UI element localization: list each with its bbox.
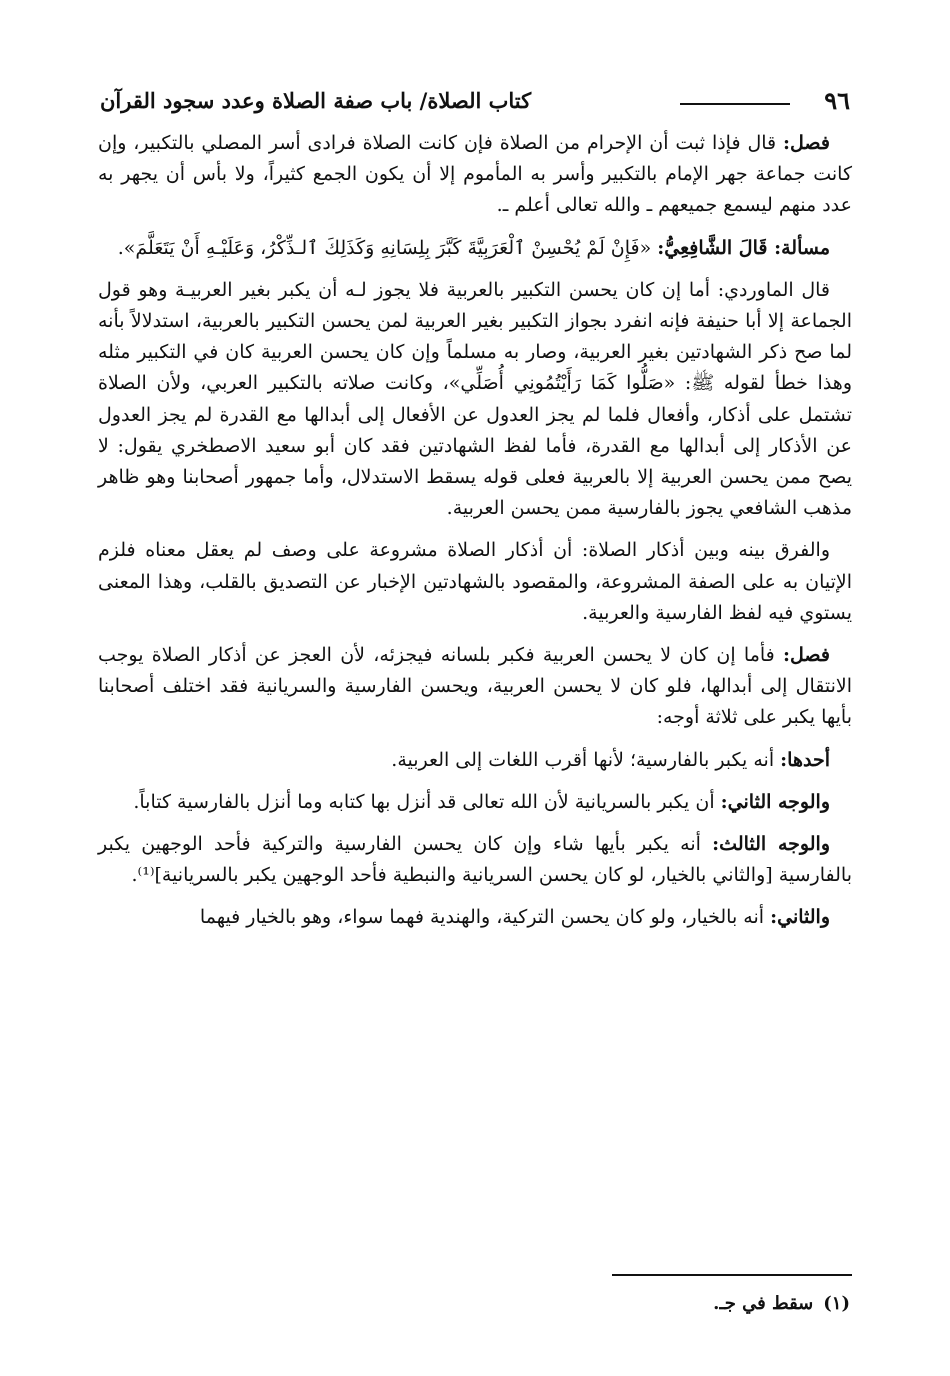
paragraph-text: أنه يكبر بالفارسية؛ لأنها أقرب اللغات إلى العربية. [391,748,781,771]
footnote-rule [612,1274,852,1276]
paragraph-term: مسألة: قَالَ الشَّافِعِيُّ: [657,236,830,259]
paragraph-text: قال الماوردي: أما إن كان يحسن التكبير بالعربية فلا يجوز لـه أن يكبر بغير العربيـة وهو قول الجماعة إلا أبا حنيفة فإنه انفرد بجواز التكبير بغير العربية لمن يحسن التكبير بالعربية، استدلالاً بأنه لما صح ذكر الشهادتين بغير العربية، وصار به مسلماً وإن كان يحسن العربية كان في التكبير مثله وهذا خطأ لقوله ﷺ: «صَلُّوا كَمَا رَأَيْتُمُونِي أُصَلِّي»، وكانت صلاته بالتكبير العربي، ولأن الصلاة تشتمل على أذكار، وأفعال فلما لم يجز العدول عن الأفعال إلى أبدالها مع القدرة لم يجز العدول عن الأذكار إلى أبدالها مع القدرة، فأما لفظ الشهادتين فقد كان أبو سعيد الاصطخري يقول: لا يصح ممن يحسن العربية إلا بالعربية فعلى قوله يسقط الاستدلال، وأما جمهور أصحابنا وهو ظاهر مذهب الشافعي يجوز بالفارسية ممن يحسن العربية. [98,278,852,520]
page-number: ٩٦ [824,86,850,115]
running-title: كتاب الصلاة/ باب صفة الصلاة وعدد سجود القرآن [100,88,532,113]
paragraph-first-view [98,745,852,776]
paragraph-term: فصل: [783,132,830,154]
footnote-number: (١) [823,1293,850,1314]
paragraph-text: «فَإِنْ لَمْ يُحْسِنْ ٱلْعَرَبِيَّةَ كَبَّرَ بِلِسَانِهِ وَكَذَلِكَ ٱلـذِّكْرُ، وَعَلَيْـهِ أَنْ يَتَعَلَّمَ». [117,236,658,259]
paragraph-text: والفرق بينه وبين أذكار الصلاة: أن أذكار الصلاة مشروعة على وصف لم يعقل معناه فلزم الإتيان به على الصفة المشروعة، والمقصود بالشهادتين الإخبار عن التصديق بالقلب، وهذا المعنى يستوي فيه لفظ الفارسية والعربية. [98,539,852,624]
paragraph-fasl-2 [98,640,852,734]
paragraph-masala [98,233,852,264]
footnote [100,1290,850,1318]
paragraph-term: والوجه الثاني: [720,790,830,813]
paragraph-fasl-1 [98,128,852,222]
paragraph-term: والوجه الثالث: [712,833,830,856]
paragraph-text: أنه يكبر بأيها شاء وإن كان يحسن الفارسية والتركية فأحد الوجهين يكبر بالفارسية [والثاني بالخيار، لو كان يحسن السريانية والنبطية فأحد الوجهين يكبر بالسريانية]⁽¹⁾. [98,833,852,887]
paragraph-text: قال فإذا ثبت أن الإحرام من الصلاة فإن كانت الصلاة فرادى أسر المصلي بالتكبير، وإن كانت جماعة جهر الإمام بالتكبير وأسر به المأموم إلا أن يكون الجمع كثيراً، ولا بأس أن يجهر به عدد منهم ليسمع جميعهم ـ والله تعالى أعلم ـ. [98,132,852,217]
paragraph-text: أنه بالخيار، ولو كان يحسن التركية، والهندية فهما سواء، وهو بالخيار فيهما [199,906,771,929]
paragraph-text: أن يكبر بالسريانية لأن الله تعالى قد أنزل بها كتابه وما أنزل بالفارسية كتاباً. [133,790,721,813]
page-body [98,128,852,945]
paragraph-third-view [98,829,852,891]
paragraph-term: والثاني: [770,906,830,929]
paragraph-second [98,902,852,933]
page-header [100,84,850,124]
footnote-text: سقط في جـ. [713,1293,814,1314]
paragraph-farq [98,535,852,629]
paragraph-text: فأما إن كان لا يحسن العربية فكبر بلسانه فيجزئه، لأن العجز عن أذكار الصلاة يوجب الانتقال إلى أبدالها، فلو كان لا يحسن العربية، ويحسن الفارسية والسريانية فقد اختلف أصحابنا بأيها يكبر على ثلاثة أوجه: [98,644,852,729]
paragraph-term: أحدها: [780,748,830,771]
paragraph-term: فصل: [783,644,830,667]
paragraph-mawardi [98,275,852,525]
paragraph-second-view [98,787,852,818]
header-rule [680,103,790,105]
